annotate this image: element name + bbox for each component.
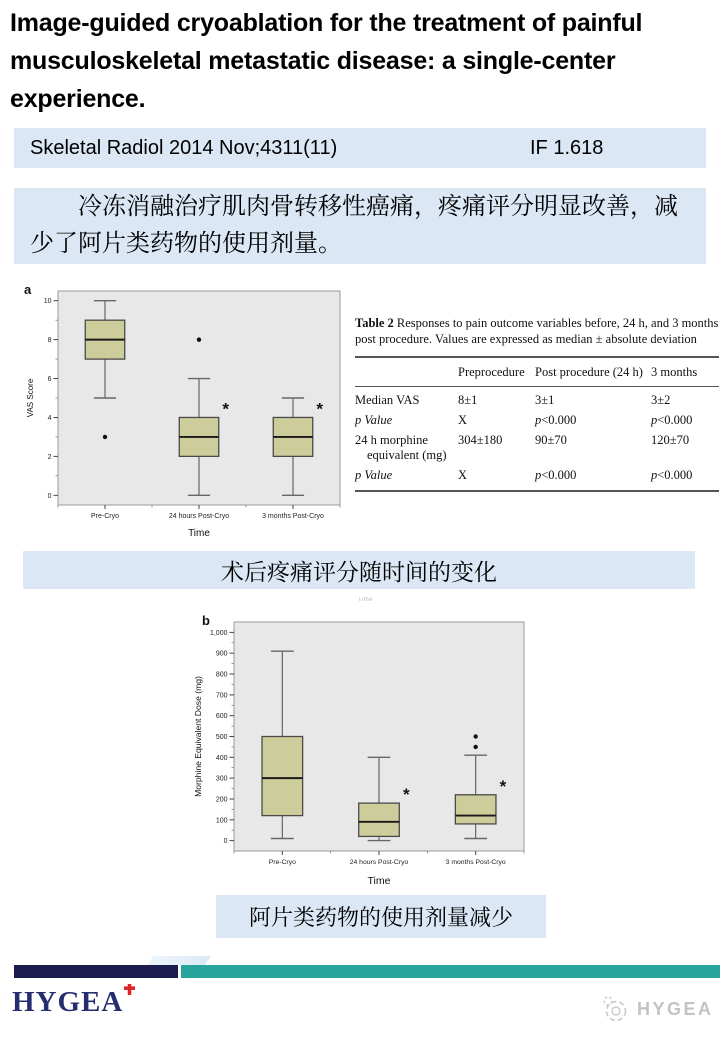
svg-text:Time: Time xyxy=(367,875,391,887)
svg-text:700: 700 xyxy=(215,692,228,700)
figure-b-caption: 阿片类药物的使用剂量减少 xyxy=(216,895,546,938)
table2-grid xyxy=(355,356,719,492)
journal-band xyxy=(14,128,706,168)
svg-text:3 months Post-Cryo: 3 months Post-Cryo xyxy=(262,513,324,520)
row-label: p Value xyxy=(355,413,393,427)
hygea-logo-text: HYGEA xyxy=(12,986,124,1018)
table2-caption: Table 2 Responses to pain outcome variables before, 24 h, and 3 months post procedure. Values are expressed as median ± absolute deviation xyxy=(355,316,719,346)
cell-value: 3±1 xyxy=(535,393,555,407)
cell-value: 120±70 xyxy=(651,433,690,447)
svg-text:Time: Time xyxy=(188,528,210,539)
svg-text:800: 800 xyxy=(215,671,228,679)
hygea-logo xyxy=(12,986,123,1019)
table2-col-header xyxy=(355,357,458,387)
svg-text:3 months Post-Cryo: 3 months Post-Cryo xyxy=(445,859,506,866)
time-label-remnant: Time xyxy=(358,597,374,603)
footer-accent-glint xyxy=(147,956,211,965)
cell-value: p<0.000 xyxy=(651,413,693,427)
svg-text:100: 100 xyxy=(215,817,228,825)
cell-value: X xyxy=(458,413,468,427)
svg-text:a: a xyxy=(24,282,32,297)
row-label: p Value xyxy=(355,468,393,482)
svg-text:300: 300 xyxy=(215,775,228,783)
svg-text:1,000: 1,000 xyxy=(209,629,228,637)
cell-value: 8±1 xyxy=(458,393,478,407)
svg-text:*: * xyxy=(402,785,410,805)
table2-body xyxy=(355,387,719,492)
svg-text:Pre-Cryo: Pre-Cryo xyxy=(268,859,296,866)
watermark-text: HYGEA xyxy=(637,998,714,1019)
impact-factor: IF 1.618 xyxy=(530,136,604,159)
journal-citation: Skeletal Radiol 2014 Nov;4311(11) xyxy=(30,136,338,159)
svg-text:0: 0 xyxy=(223,838,228,846)
svg-text:4: 4 xyxy=(47,415,52,422)
table-row xyxy=(355,411,719,431)
morphine-boxplot-figure xyxy=(184,606,540,888)
svg-text:2: 2 xyxy=(47,453,52,461)
page-title: Image-guided cryoablation for the treatment of painful musculoskeletal metastatic disease: a single-center experience. xyxy=(10,9,643,113)
svg-text:24 hours Post-Cryo: 24 hours Post-Cryo xyxy=(349,859,409,866)
hygea-watermark-icon xyxy=(600,994,630,1024)
svg-text:500: 500 xyxy=(215,734,228,741)
row-label: 24 h morphine equivalent (mg) xyxy=(355,433,447,462)
svg-text:0: 0 xyxy=(47,492,52,500)
watermark xyxy=(600,994,714,1024)
table2-col-header: Post procedure (24 h) xyxy=(535,357,651,387)
svg-text:Pre-Cryo: Pre-Cryo xyxy=(90,513,120,520)
table2-header-row xyxy=(355,357,719,387)
table-row xyxy=(355,466,719,492)
svg-text:*: * xyxy=(222,399,230,419)
summary-text: 冷冻消融治疗肌肉骨转移性癌痛，疼痛评分明显改善，减少了阿片类药物的使用剂量。 xyxy=(30,194,678,257)
table2 xyxy=(355,316,719,492)
svg-text:900: 900 xyxy=(215,650,228,658)
footer-bar-teal xyxy=(181,965,720,978)
svg-text:Morphine Equivalent Dose (mg): Morphine Equivalent Dose (mg) xyxy=(193,676,203,797)
red-cross-icon xyxy=(124,984,135,995)
figure-a-caption: 术后疼痛评分随时间的变化 xyxy=(23,551,695,589)
cell-value: p<0.000 xyxy=(651,468,693,482)
footer-bar-navy xyxy=(14,965,178,978)
svg-text:10: 10 xyxy=(43,298,52,306)
table2-col-header: Preprocedure xyxy=(458,357,535,387)
svg-text:8: 8 xyxy=(47,337,52,345)
svg-text:VAS Score: VAS Score xyxy=(26,378,35,418)
summary-box xyxy=(14,188,706,264)
vas-boxplot-figure xyxy=(20,281,352,540)
cell-value: 3±2 xyxy=(651,393,671,407)
cell-value: X xyxy=(458,468,468,482)
cell-value: p<0.000 xyxy=(535,468,577,482)
row-label: Median VAS xyxy=(355,393,420,407)
cell-value: p<0.000 xyxy=(535,413,577,427)
svg-text:200: 200 xyxy=(215,796,228,804)
svg-text:*: * xyxy=(316,399,324,419)
cell-value: 90±70 xyxy=(535,433,567,447)
table-row xyxy=(355,387,719,411)
svg-text:400: 400 xyxy=(215,754,228,762)
svg-text:24 hours Post-Cryo: 24 hours Post-Cryo xyxy=(168,513,230,520)
table2-col-header: 3 months xyxy=(651,357,719,387)
svg-text:600: 600 xyxy=(215,713,228,721)
svg-text:b: b xyxy=(202,613,210,628)
svg-text:6: 6 xyxy=(47,376,52,383)
table-row xyxy=(355,431,719,466)
svg-text:*: * xyxy=(499,776,507,796)
cell-value: 304±180 xyxy=(458,433,503,447)
